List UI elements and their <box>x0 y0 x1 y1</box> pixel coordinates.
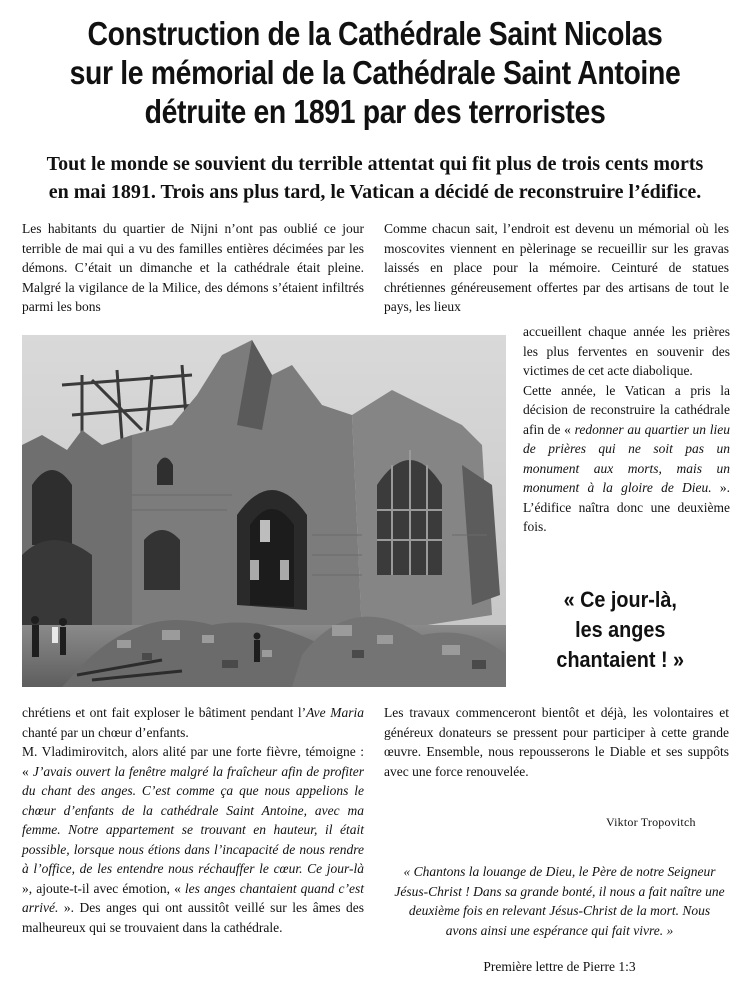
headline-line-2: sur le mémorial de la Cathédrale Saint Antoine <box>69 54 681 91</box>
text-run: ». Des anges qui ont aussitôt veillé sur les âmes des malheureux qui se trouvaient dans la cathédrale. <box>22 900 364 935</box>
paragraph: Les habitants du quartier de Nijni n’ont pas oublié ce jour terrible de mai qui a vu des familles entières décimées par les démons. C’était un dimanche et la cathédrale était pleine. Malgré la vigilance de la Milice, des démons s’étaient infiltrés parmi les bons <box>22 221 364 314</box>
text-run: », ajoute-t-il avec émotion, « <box>22 880 185 896</box>
quote-run: redonner au quartier un lieu de prières qui ne soit pas un monument aux morts, mais un monument à la gloire de Dieu. <box>523 421 730 495</box>
paragraph-testimony <box>22 742 364 937</box>
pull-quote-line-2: les anges <box>575 617 666 642</box>
lede <box>14 150 736 206</box>
text-run: ». L’édifice naîtra donc une deuxième fois. <box>523 480 730 534</box>
text-run: chrétiens et ont fait exploser le bâtiment pendant l’ <box>22 705 307 720</box>
paragraph <box>22 703 364 742</box>
paragraph: accueillent chaque année les prières les plus ferventes en souvenir des victimes de cet acte diabolique. <box>523 324 730 378</box>
quote-run: les anges chantaient quand c’est arrivé. <box>22 880 365 915</box>
text-run: M. Vladimirovitch, alors alité par une forte fièvre, témoigne : « <box>22 744 364 779</box>
lede-line-1: Tout le monde se souvient du terrible attentat qui fit plus de trois cents morts <box>46 153 704 175</box>
headline-line-3: détruite en 1891 par des terroristes <box>144 93 606 130</box>
pull-quote-line-1: « Ce jour-là, <box>563 587 677 612</box>
lede-line-2: en mai 1891. Trois ans plus tard, le Vatican a décidé de reconstruire l’édifice. <box>48 181 702 203</box>
article-column-top-right <box>384 219 729 317</box>
headline-line-1: Construction de la Cathédrale Saint Nicolas <box>87 15 663 52</box>
quote-run: J’avais ouvert la fenêtre malgré la fraîcheur afin de profiter du chant des anges. C’est comme ça que nous appelions le chœur d’enfants de la cathédrale Saint Antoine, avec ma femme. Notre appartement se trouvant en hauteur, il était possible, lorsque nous étions dans l’incapacité de nous rendre à l’office, de les entendre nous réchauffer le cœur. Ce jour-là <box>22 763 365 876</box>
headline <box>53 14 698 131</box>
pull-quote <box>528 585 713 675</box>
article-column-mid-right <box>523 322 730 537</box>
citation-text: « Chantons la louange de Dieu, le Père de notre Seigneur Jésus-Christ ! Dans sa grande bonté, il nous a fait naître une deuxième fois en relevant Jésus-Christ de la mort. Nous avons ainsi une espérance qui fait vivre. » <box>394 864 725 938</box>
article-column-bottom-right <box>384 703 729 781</box>
paragraph: Comme chacun sait, l’endroit est devenu un mémorial où les moscovites viennent en pèlerinage se recueillir sur les gravas laissés en place pour la mémoire. Ceinturé de statues chrétiennes généreusement offertes par des artisans de tout le pays, les lieux <box>384 221 729 314</box>
citation-source: Première lettre de Pierre 1:3 <box>483 959 636 974</box>
bible-citation <box>392 862 727 940</box>
article-column-top-left <box>22 219 364 317</box>
text-run: chanté par un chœur d’enfants. <box>22 724 189 740</box>
text-run: Cette année, le Vatican a pris la décision de reconstruire la cathédrale afin de « <box>523 382 730 437</box>
paragraph: Les travaux commenceront bientôt et déjà, les volontaires et généreux donateurs se pressent pour participer à cette grande œuvre. Ensemble, nous repousserons le Diable et ses suppôts avec une force renouvelée. <box>384 705 729 779</box>
pull-quote-line-3: chantaient ! » <box>556 647 685 672</box>
paragraph-vatican <box>523 381 730 537</box>
italic-run: Ave Maria <box>306 705 364 720</box>
article-column-bottom-left <box>22 703 364 937</box>
cathedral-ruins-illustration <box>22 335 506 687</box>
ruined-cathedral-photo <box>22 335 506 687</box>
author-signature: Viktor Tropovitch <box>606 815 696 829</box>
